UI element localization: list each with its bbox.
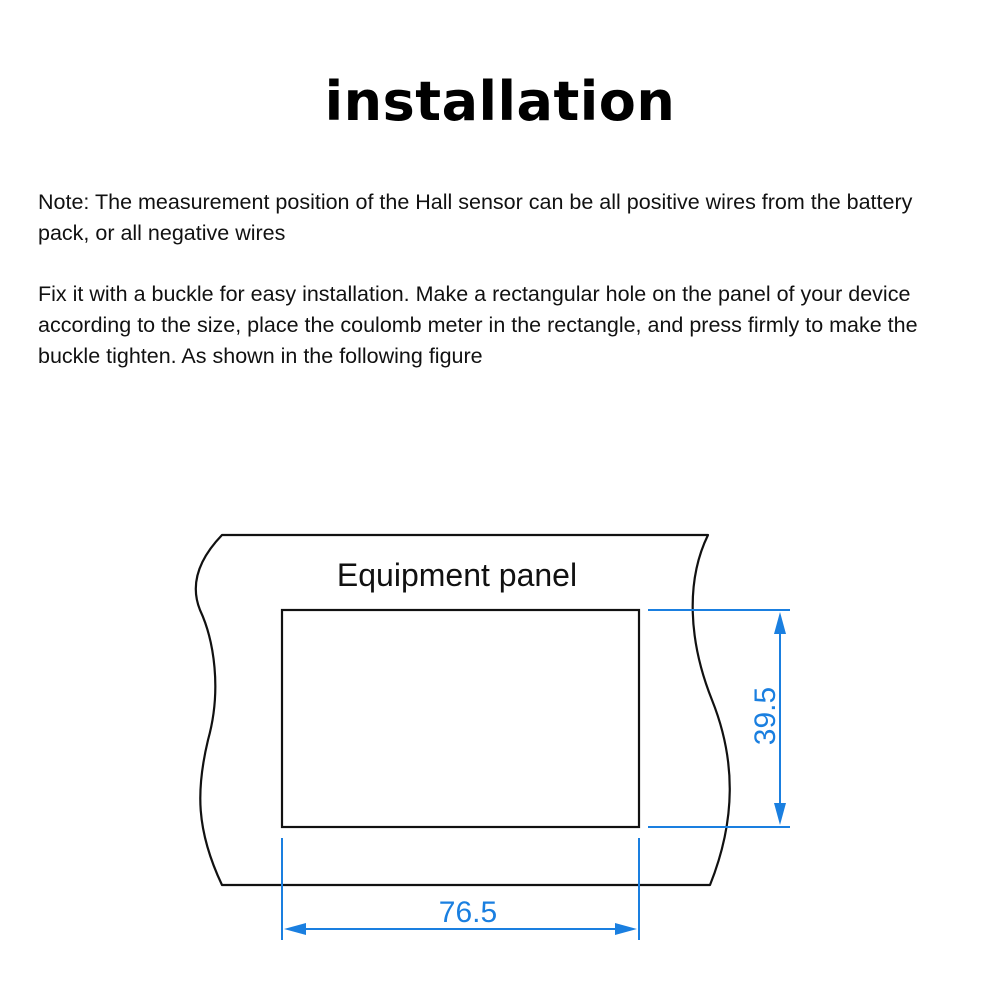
panel-label: Equipment panel [336,557,578,593]
height-value-label: 39.5 [749,686,782,746]
width-value-label: 76.5 [438,896,498,929]
rectangular-cutout [282,610,639,827]
width-arrow-right [615,923,637,935]
height-arrow-bottom [774,803,786,825]
page-title: installation [324,70,676,133]
note-paragraph: Note: The measurement position of the Hall sensor can be all positive wires from the battery pack, or all negative wires [38,190,913,245]
height-arrow-top [774,612,786,634]
instructions-paragraph: Fix it with a buckle for easy installation. Make a rectangular hole on the panel of your device according to the size, place the coulomb meter in the rectangle, and press firmly to make the buckle tighten. As shown in the following figure [38,282,918,368]
width-arrow-left [284,923,306,935]
